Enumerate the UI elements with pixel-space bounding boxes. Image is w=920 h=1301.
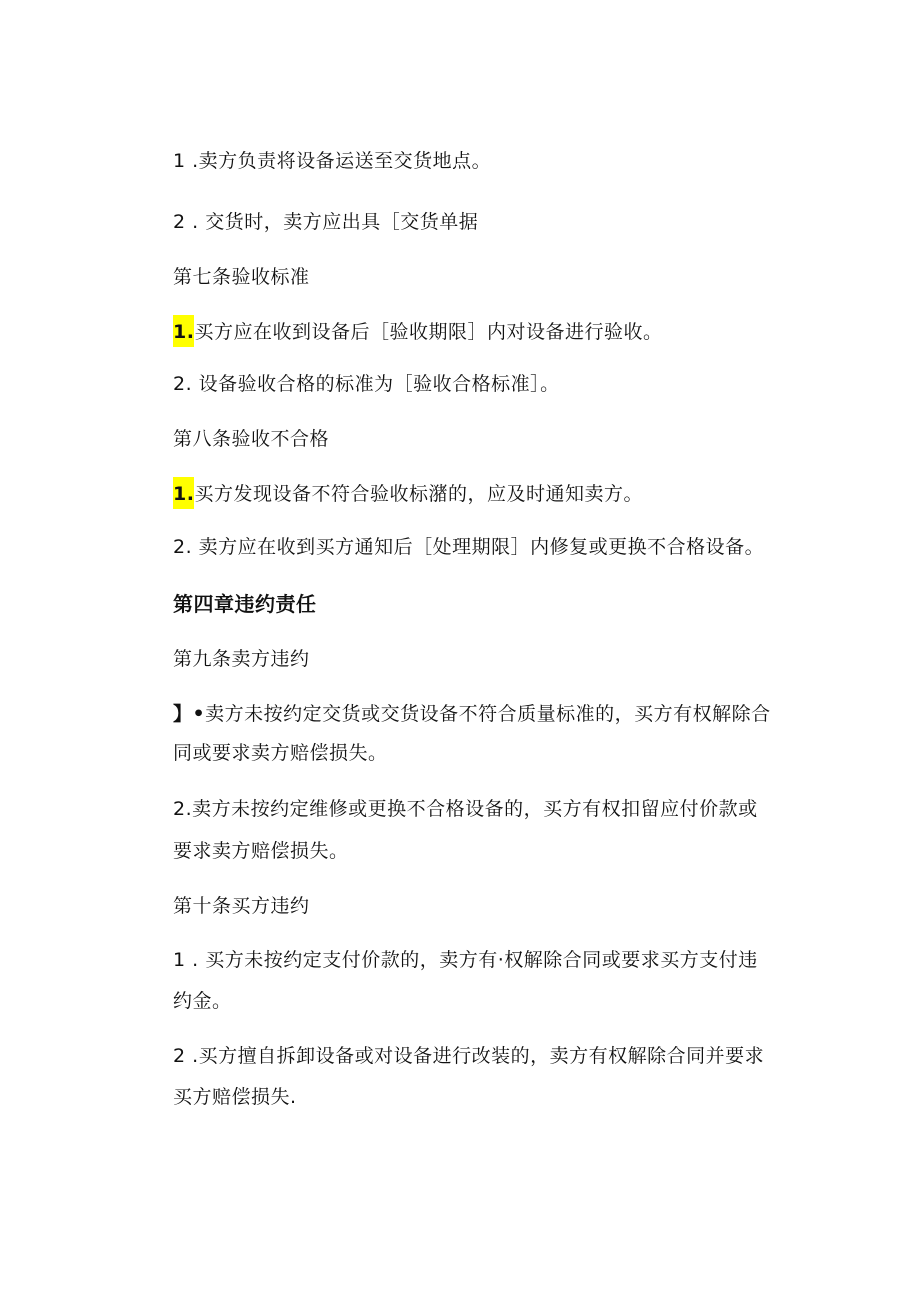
delivery-clause-2 (173, 210, 478, 234)
article-10-title (173, 894, 310, 918)
clause-text: 买方赔偿损失. (173, 1086, 297, 1108)
clause-text: 2 .买方擅自拆卸设备或对设备进行改装的，卖方有权解除合同并要求 (173, 1045, 765, 1067)
buyer-breach-clause-1 (173, 948, 758, 972)
seller-breach-clause-2-cont (173, 839, 349, 863)
seller-breach-clause-1 (173, 702, 771, 726)
list-marker: 】• (173, 703, 206, 725)
clause-text: 约金。 (173, 990, 232, 1012)
clause-text: 2. 设备验收合格的标准为［验收合格标准］。 (173, 373, 560, 395)
article-8-title (173, 427, 329, 451)
clause-text: 2. 卖方应在收到买方通知后［处理期限］内修复或更换不合格设备。 (173, 536, 765, 558)
nonconformity-clause-1 (173, 482, 643, 506)
chapter-title: 第四章违约责任 (173, 592, 317, 616)
clause-text: 1 .卖方负责将设备运送至交货地点。 (173, 150, 492, 172)
article-title: 第七条验收标准 (173, 266, 310, 288)
clause-text: 要求卖方赔偿损失。 (173, 840, 349, 862)
article-title: 第八条验收不合格 (173, 428, 330, 450)
buyer-breach-clause-2 (173, 1044, 764, 1068)
delivery-clause-1 (173, 149, 491, 173)
seller-breach-clause-2 (173, 797, 758, 821)
clause-text: 2.卖方未按约定维修或更换不合格设备的，买方有权扣留应付价款或 (173, 798, 758, 820)
buyer-breach-clause-2-cont (173, 1085, 297, 1109)
article-9-title (173, 647, 310, 671)
highlighted-list-marker: 1. (173, 315, 194, 347)
acceptance-clause-1 (173, 320, 662, 344)
buyer-breach-clause-1-cont (173, 989, 232, 1013)
clause-text: 同或要求卖方赔偿损失。 (173, 742, 388, 764)
nonconformity-clause-2 (173, 535, 764, 559)
seller-breach-clause-1-cont (173, 741, 388, 765)
article-title: 第九条卖方违约 (173, 648, 310, 670)
clause-text: 买方发现设备不符合验收标潴的，应及时通知卖方。 (194, 483, 643, 505)
article-title: 第十条买方违约 (173, 895, 310, 917)
clause-text: 2 . 交货时，卖方应出具［交货单据 (173, 211, 479, 233)
clause-text: 卖方未按约定交货或交货设备不符合质量标准的，买方有权解除合 (205, 703, 771, 725)
article-7-title (173, 265, 310, 289)
clause-text: 买方应在收到设备后［验收期限］内对设备进行验收。 (194, 321, 663, 343)
clause-text: 1 . 买方未按约定支付价款的，卖方有·权解除合同或要求买方支付违 (173, 949, 758, 971)
highlighted-list-marker: 1. (173, 477, 194, 509)
chapter-4-heading (173, 592, 317, 616)
acceptance-clause-2 (173, 372, 560, 396)
